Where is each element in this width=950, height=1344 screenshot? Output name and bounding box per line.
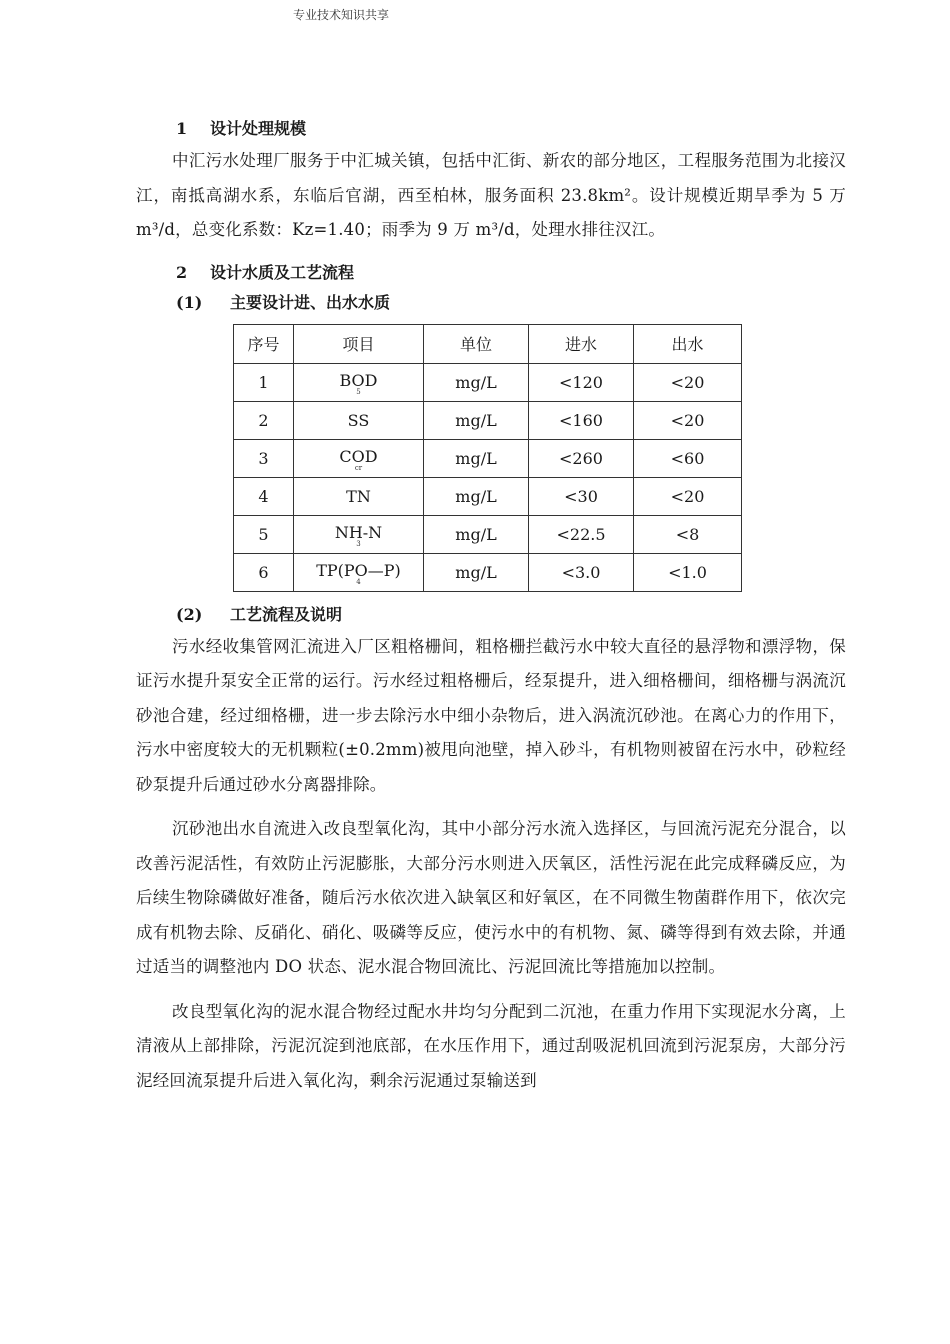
subsection1-number: (1) — [176, 292, 203, 312]
cell-no: 6 — [234, 553, 294, 591]
page-header: 专业技术知识共享 — [293, 8, 390, 22]
cell-unit: mg/L — [424, 477, 529, 515]
subsection2-number: (2) — [176, 604, 203, 624]
item-name: COD — [339, 447, 378, 466]
header-item: 项目 — [294, 324, 424, 363]
process-paragraph-1: 污水经收集管网汇流进入厂区粗格栅间，粗格栅拦截污水中较大直径的悬浮物和漂浮物，保证污水提升泵安全正常的运行。污水经过粗格栅后，经泵提升，进入细格栅间，细格栅与涡流沉砂池合建，经过细格栅，进一步去除污水中细小杂物后，进入涡流沉砂池。在离心力的作用下，污水中密度较大的无机颗粒(±0.2mm)被甩向池壁，掉入砂斗，有机物则被留在污水中，砂粒经砂泵提升后通过砂水分离器排除。 — [136, 636, 846, 794]
process-paragraph-3: 改良型氧化沟的泥水混合物经过配水井均匀分配到二沉池，在重力作用下实现泥水分离，上清液从上部排除，污泥沉淀到池底部，在水压作用下，通过刮吸泥机回流到污泥泵房，大部分污泥经回流泵提升后进入氧化沟，剩余污泥通过泵输送到 — [136, 1001, 846, 1090]
document-body — [136, 114, 846, 1098]
table-row — [234, 439, 742, 477]
section2-heading — [136, 258, 846, 288]
subsection1-title: 主要设计进、出水水质 — [230, 292, 391, 312]
subsection2-heading — [136, 600, 846, 630]
cell-item: SS — [294, 401, 424, 439]
cell-item — [294, 439, 424, 477]
section2-title: 设计水质及工艺流程 — [210, 262, 355, 282]
cell-effluent: <1.0 — [634, 553, 742, 591]
cell-item: TN — [294, 477, 424, 515]
cell-no: 2 — [234, 401, 294, 439]
cell-no: 5 — [234, 515, 294, 553]
cell-no: 4 — [234, 477, 294, 515]
process-paragraph-2: 沉砂池出水自流进入改良型氧化沟，其中小部分污水流入选择区，与回流污泥充分混合，以改善污泥活性，有效防止污泥膨胀，大部分污水则进入厌氧区，活性污泥在此完成释磷反应，为后续生物除磷做好准备，随后污水依次进入缺氧区和好氧区，在不同微生物菌群作用下，依次完成有机物去除、反硝化、硝化、吸磷等反应，使污水中的有机物、氮、磷等得到有效去除，并通过适当的调整池内 DO 状态、泥水混合物回流比、污泥回流比等措施加以控制。 — [136, 819, 846, 976]
cell-effluent: <8 — [634, 515, 742, 553]
cell-unit: mg/L — [424, 553, 529, 591]
cell-influent: <22.5 — [529, 515, 634, 553]
cell-no: 3 — [234, 439, 294, 477]
section1-title: 设计处理规模 — [210, 119, 307, 138]
cell-no: 1 — [234, 363, 294, 401]
cell-influent: <160 — [529, 401, 634, 439]
cell-unit: mg/L — [424, 363, 529, 401]
cell-influent: <120 — [529, 363, 634, 401]
table-row — [234, 477, 742, 515]
header-unit: 单位 — [424, 324, 529, 363]
section1-number: 1 — [176, 119, 188, 138]
water-quality-table — [233, 324, 742, 592]
cell-unit: mg/L — [424, 401, 529, 439]
cell-influent: <260 — [529, 439, 634, 477]
cell-effluent: <20 — [634, 401, 742, 439]
item-subscript: 4 — [356, 578, 361, 586]
table-row — [234, 515, 742, 553]
item-name: TP(PO—P) — [316, 561, 401, 580]
item-subscript: 5 — [356, 388, 361, 396]
cell-effluent: <20 — [634, 363, 742, 401]
header-no: 序号 — [234, 324, 294, 363]
table-row — [234, 401, 742, 439]
subsection2-title: 工艺流程及说明 — [230, 604, 343, 624]
item-subscript: 3 — [356, 540, 361, 548]
cell-unit: mg/L — [424, 515, 529, 553]
cell-influent: <30 — [529, 477, 634, 515]
table-header-row — [234, 324, 742, 363]
table-row — [234, 553, 742, 591]
item-name: NH-N — [334, 523, 383, 542]
subsection1-heading — [136, 288, 846, 318]
cell-influent: <3.0 — [529, 553, 634, 591]
header-influent: 进水 — [529, 324, 634, 363]
item-name: BOD — [339, 371, 378, 390]
cell-effluent: <20 — [634, 477, 742, 515]
cell-effluent: <60 — [634, 439, 742, 477]
header-effluent: 出水 — [634, 324, 742, 363]
cell-item — [294, 553, 424, 591]
cell-unit: mg/L — [424, 439, 529, 477]
section2-number: 2 — [176, 262, 188, 282]
section1-heading — [136, 114, 846, 144]
item-subscript: cr — [354, 464, 363, 472]
table-row — [234, 363, 742, 401]
cell-item — [294, 363, 424, 401]
cell-item — [294, 515, 424, 553]
section1-paragraph: 中汇污水处理厂服务于中汇城关镇，包括中汇街、新农的部分地区，工程服务范围为北接汉江，南抵高湖水系，东临后官湖，西至柏林，服务面积 23.8km²。设计规模近期旱季为 5 万 m³/d，总变化系数：Kz=1.40；雨季为 9 万 m³/d，处理水排往汉江。 — [136, 151, 846, 239]
